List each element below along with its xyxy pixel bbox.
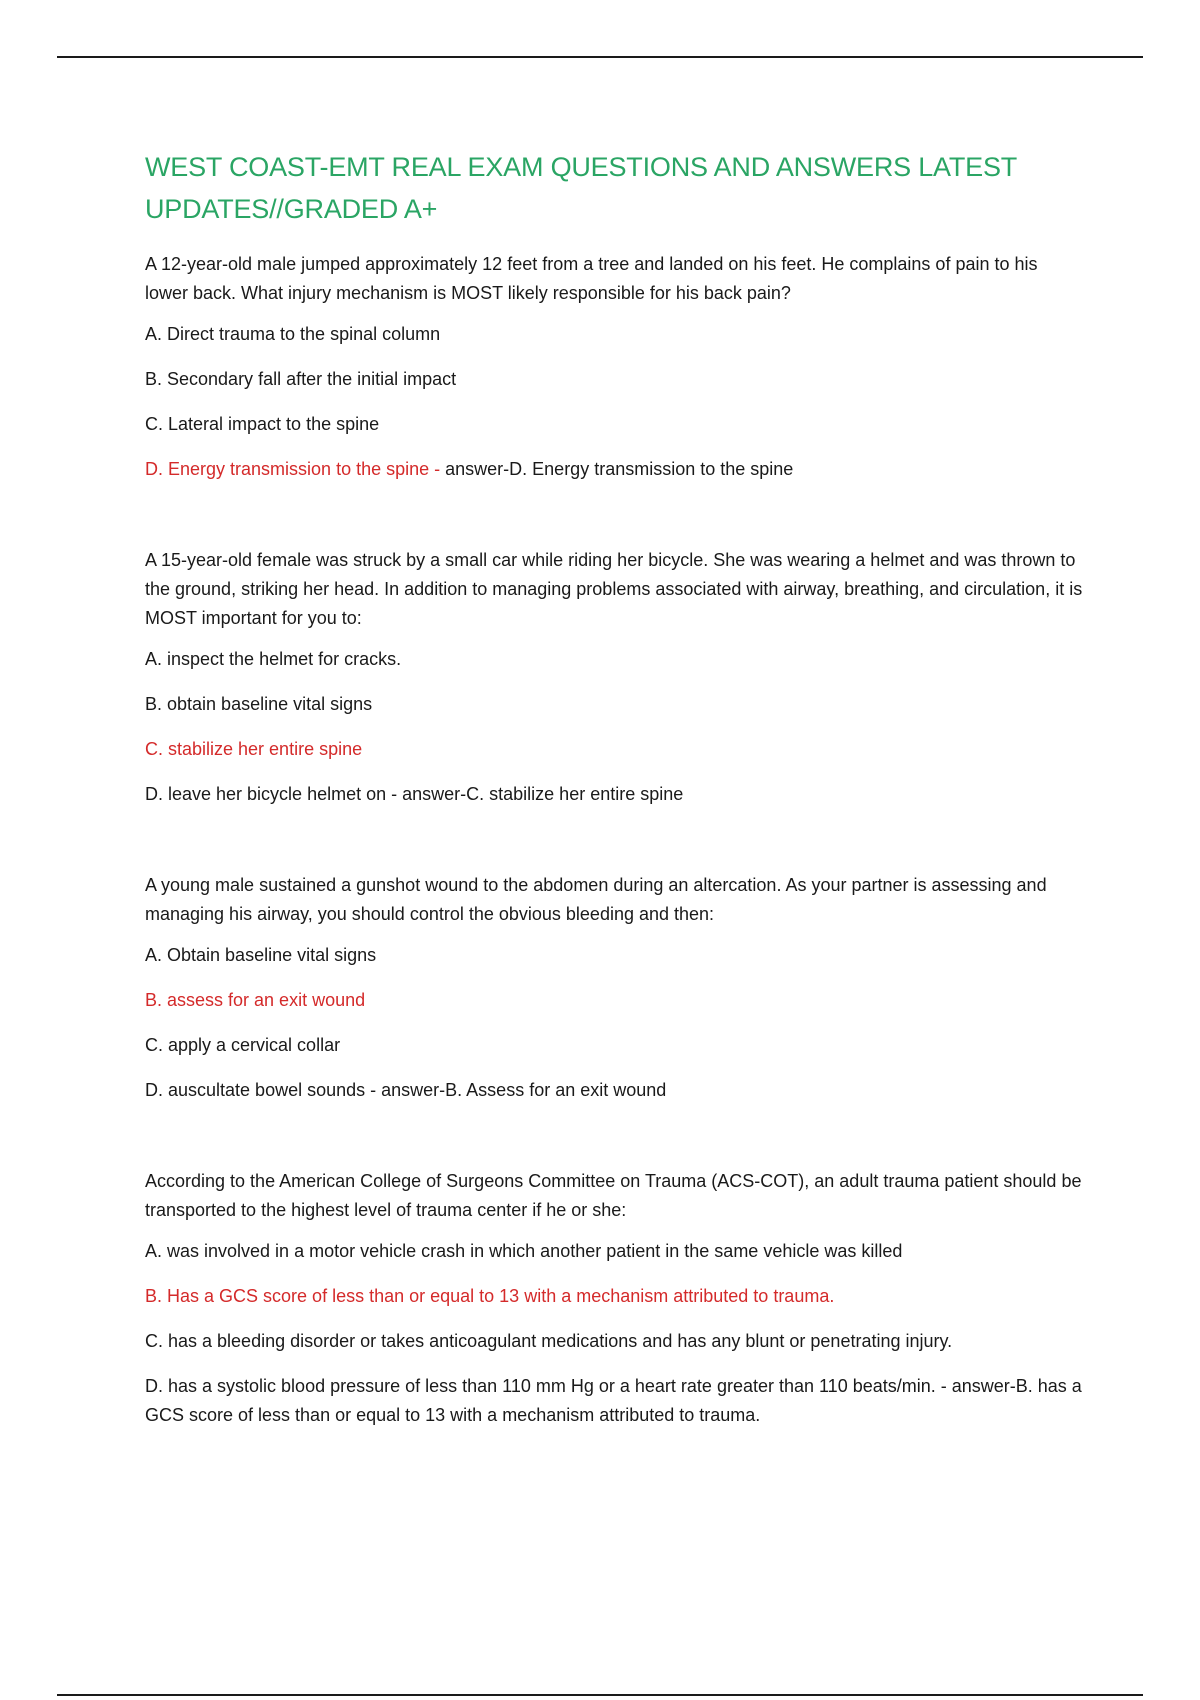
option-label: A. inspect the helmet for cracks. <box>145 649 402 669</box>
option-c <box>145 1031 1085 1060</box>
option-label: D. has a systolic blood pressure of less than 110 mm Hg or a heart rate greater than 110 beats/min. <box>145 1376 936 1396</box>
question-block <box>145 546 1085 809</box>
answer-separator: - <box>429 459 446 479</box>
option-label: A. was involved in a motor vehicle crash in which another patient in the same vehicle was killed <box>145 1241 903 1261</box>
header-rule <box>57 56 1143 58</box>
footer-rule <box>57 1694 1143 1696</box>
answer-key: answer-D. Energy transmission to the spine <box>445 459 794 479</box>
question-block <box>145 1167 1085 1430</box>
option-d-correct <box>145 455 1085 484</box>
document-title: WEST COAST-EMT REAL EXAM QUESTIONS AND ANSWERS LATEST UPDATES//GRADED A+ <box>145 152 1017 224</box>
document-body <box>145 146 1085 1492</box>
option-c-correct <box>145 735 1085 764</box>
answer-key: answer-B. Assess for an exit wound <box>381 1080 667 1100</box>
option-a <box>145 645 1085 674</box>
question-text: According to the American College of Surgeons Committee on Trauma (ACS-COT), an adult trauma patient should be transported to the highest level of trauma center if he or she: <box>145 1171 1082 1220</box>
option-c <box>145 410 1085 439</box>
option-label: D. leave her bicycle helmet on <box>145 784 387 804</box>
option-label: A. Obtain baseline vital signs <box>145 945 377 965</box>
answer-separator: - <box>365 1080 382 1100</box>
question-text: A young male sustained a gunshot wound to the abdomen during an altercation. As your partner is assessing and managing his airway, you should control the obvious bleeding and then: <box>145 875 1047 924</box>
answer-key: answer-B. has a GCS score of less than or equal to 13 with a mechanism attributed to trauma. <box>145 1376 1082 1425</box>
option-label: D. auscultate bowel sounds <box>145 1080 366 1100</box>
option-label: C. has a bleeding disorder or takes anticoagulant medications and has any blunt or penetrating injury. <box>145 1331 953 1351</box>
correct-option-label: C. stabilize her entire spine <box>145 739 363 759</box>
option-b-correct <box>145 1282 1085 1311</box>
option-c <box>145 1327 1085 1356</box>
answer-separator: - <box>386 784 403 804</box>
option-a <box>145 320 1085 349</box>
option-label: A. Direct trauma to the spinal column <box>145 324 441 344</box>
answer-key: answer-C. stabilize her entire spine <box>402 784 684 804</box>
answer-separator: - <box>935 1376 952 1396</box>
option-a <box>145 1237 1085 1266</box>
question-block <box>145 250 1085 484</box>
correct-option-label: B. assess for an exit wound <box>145 990 366 1010</box>
correct-option-label: D. Energy transmission to the spine <box>145 459 430 479</box>
option-d <box>145 780 1085 809</box>
option-b <box>145 690 1085 719</box>
option-label: C. Lateral impact to the spine <box>145 414 380 434</box>
option-b-correct <box>145 986 1085 1015</box>
question-text: A 15-year-old female was struck by a small car while riding her bicycle. She was wearing a helmet and was thrown to the ground, striking her head. In addition to managing problems associated with airway, breathing, and circulation, it is MOST important for you to: <box>145 550 1083 628</box>
question-block <box>145 871 1085 1105</box>
option-a <box>145 941 1085 970</box>
correct-option-label: B. Has a GCS score of less than or equal to 13 with a mechanism attributed to trauma. <box>145 1286 835 1306</box>
option-b <box>145 365 1085 394</box>
option-d <box>145 1372 1085 1430</box>
option-label: B. obtain baseline vital signs <box>145 694 373 714</box>
option-label: C. apply a cervical collar <box>145 1035 341 1055</box>
option-d <box>145 1076 1085 1105</box>
option-label: B. Secondary fall after the initial impact <box>145 369 457 389</box>
question-text: A 12-year-old male jumped approximately 12 feet from a tree and landed on his feet. He complains of pain to his lower back. What injury mechanism is MOST likely responsible for his back pain? <box>145 254 1038 303</box>
